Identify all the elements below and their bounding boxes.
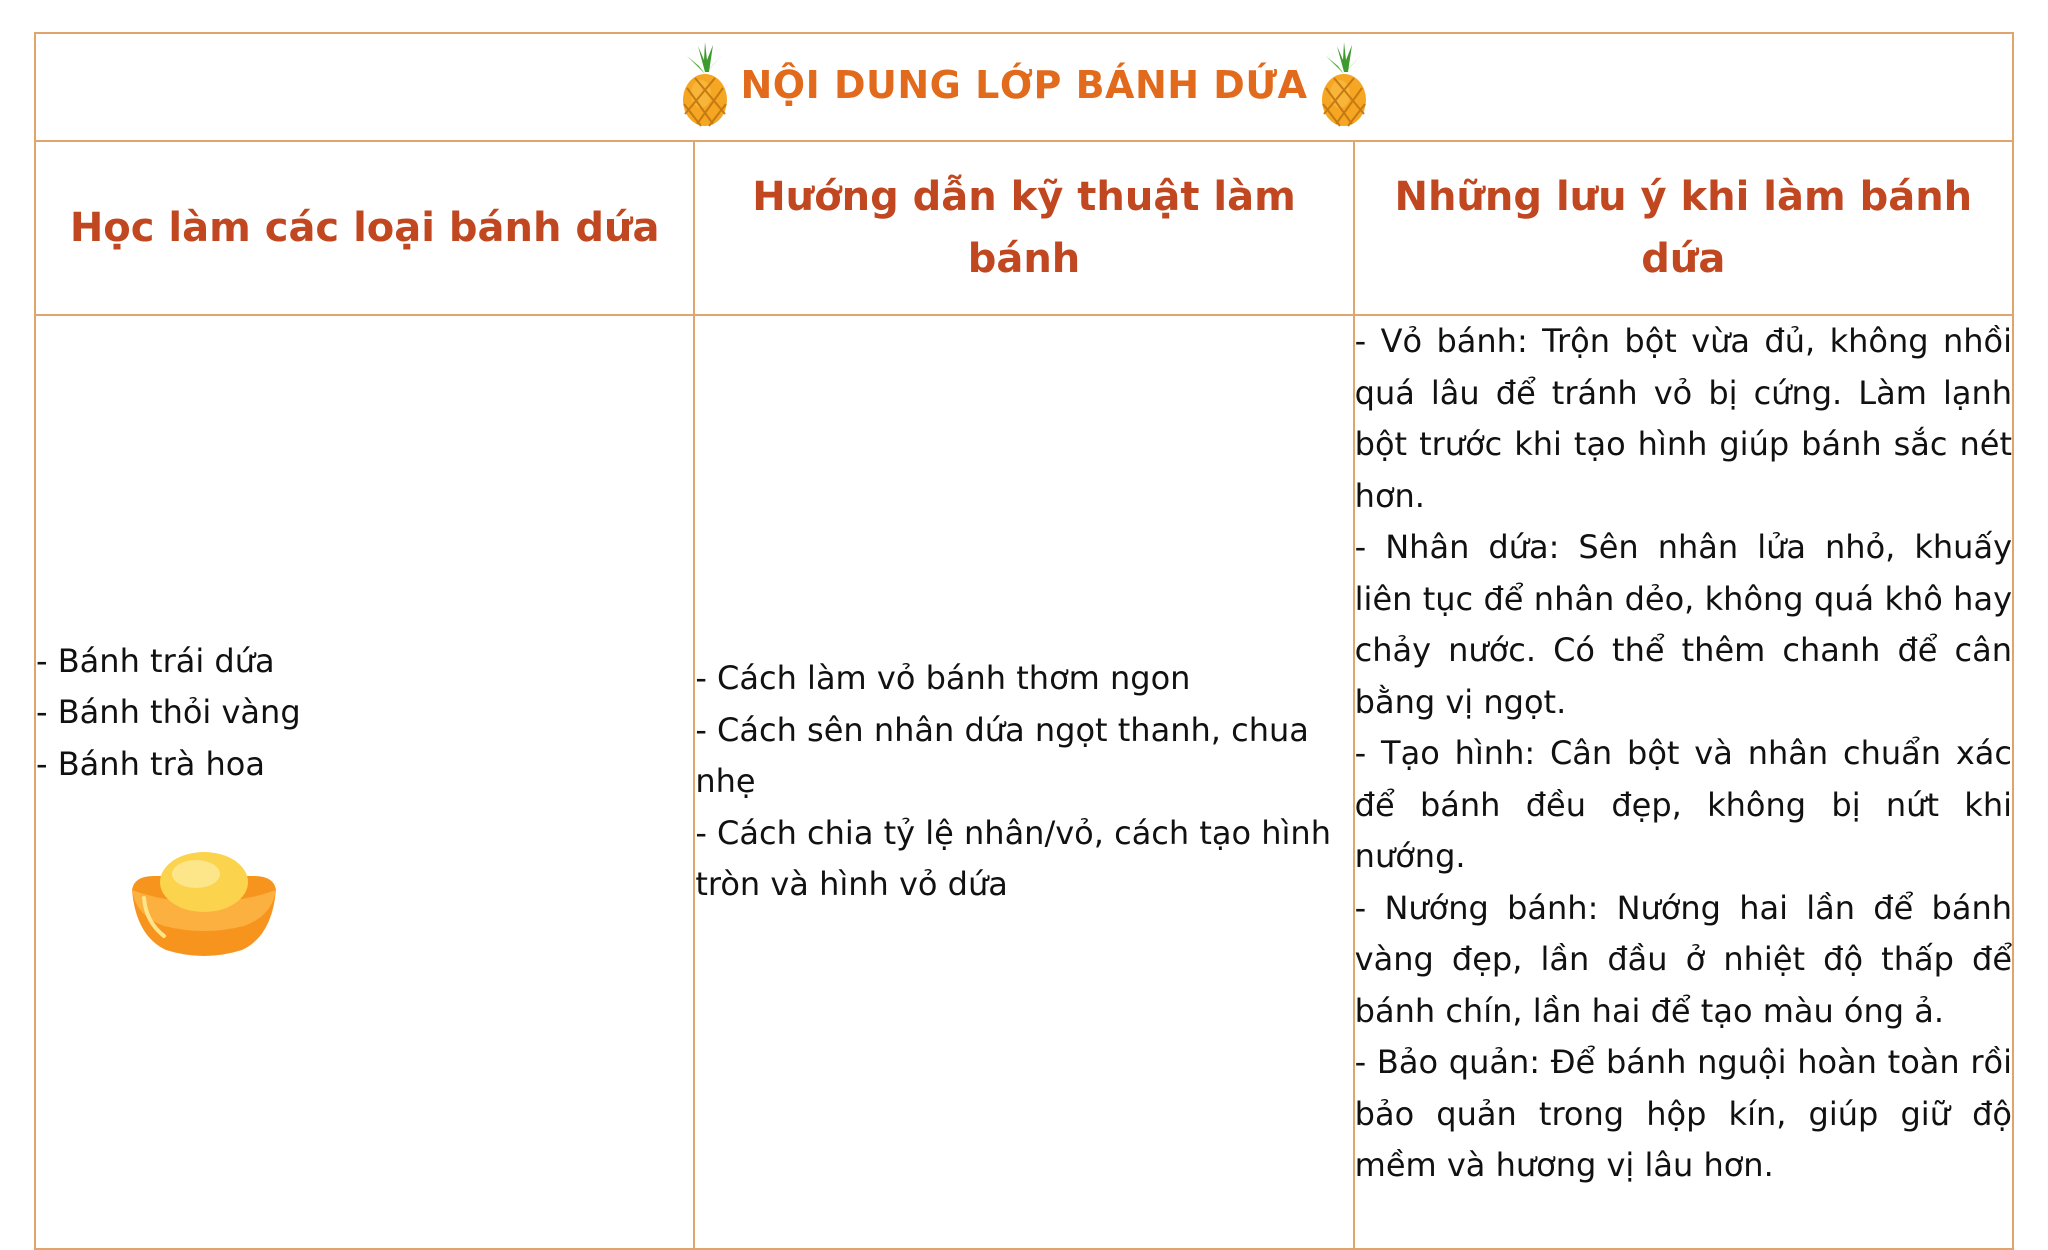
list-item: - Cách sên nhân dứa ngọt thanh, chua nhẹ	[695, 710, 1309, 800]
gold-ingot-icon	[124, 846, 284, 958]
header-row	[35, 141, 2013, 315]
page-title: NỘI DUNG LỚP BÁNH DỨA	[740, 63, 1308, 107]
list-item: - Vỏ bánh: Trộn bột vừa đủ, không nhồi quá lâu để tránh vỏ bị cứng. Làm lạnh bột trước khi tạo hình giúp bánh sắc nét hơn.	[1354, 322, 2012, 515]
list-item: - Bánh trái dứa	[36, 641, 275, 680]
list-item: - Bảo quản: Để bánh nguội hoàn toàn rồi bảo quản trong hộp kín, giúp giữ độ mềm và hương vị lâu hơn.	[1354, 1043, 2012, 1184]
title-cell	[35, 33, 2013, 141]
list-item: - Nhân dứa: Sên nhân lửa nhỏ, khuấy liên tục để nhân dẻo, không quá khô hay chảy nước. Có thể thêm chanh để cân bằng vị ngọt.	[1354, 528, 2012, 721]
list-item: - Tạo hình: Cân bột và nhân chuẩn xác để bánh đều đẹp, không bị nứt khi nướng.	[1354, 734, 2012, 875]
title-row	[35, 33, 2013, 141]
cake-types-wrap	[36, 606, 693, 959]
notes-wrap	[1355, 316, 2012, 1248]
notes-cell	[1354, 315, 2013, 1249]
list-item: - Bánh thỏi vàng	[36, 693, 301, 731]
notes-list	[1355, 316, 2012, 1192]
header-cell: Hướng dẫn kỹ thuật làm bánh	[694, 141, 1353, 315]
list-item: - Nướng bánh: Nướng hai lần để bánh vàng đẹp, lần đầu ở nhiệt độ thấp để bánh chín, lần hai để tạo màu óng ả.	[1354, 888, 2012, 1030]
pineapple-icon	[1318, 42, 1370, 128]
content-row	[35, 315, 2013, 1249]
header-cell: Những lưu ý khi làm bánh dứa	[1354, 141, 2013, 315]
course-content-table	[34, 32, 2014, 1250]
cake-types-cell	[35, 315, 694, 1249]
list-item: - Cách chia tỷ lệ nhân/vỏ, cách tạo hình tròn và hình vỏ dứa	[695, 813, 1331, 903]
header-cell: Học làm các loại bánh dứa	[35, 141, 694, 315]
pineapple-icon	[679, 42, 731, 128]
list-item: - Cách làm vỏ bánh thơm ngon	[695, 659, 1191, 697]
techniques-cell	[694, 315, 1353, 1249]
techniques-list	[695, 653, 1352, 911]
cake-types-list	[36, 636, 693, 791]
list-item: - Bánh trà hoa	[36, 744, 265, 783]
title-wrap	[679, 42, 1370, 128]
